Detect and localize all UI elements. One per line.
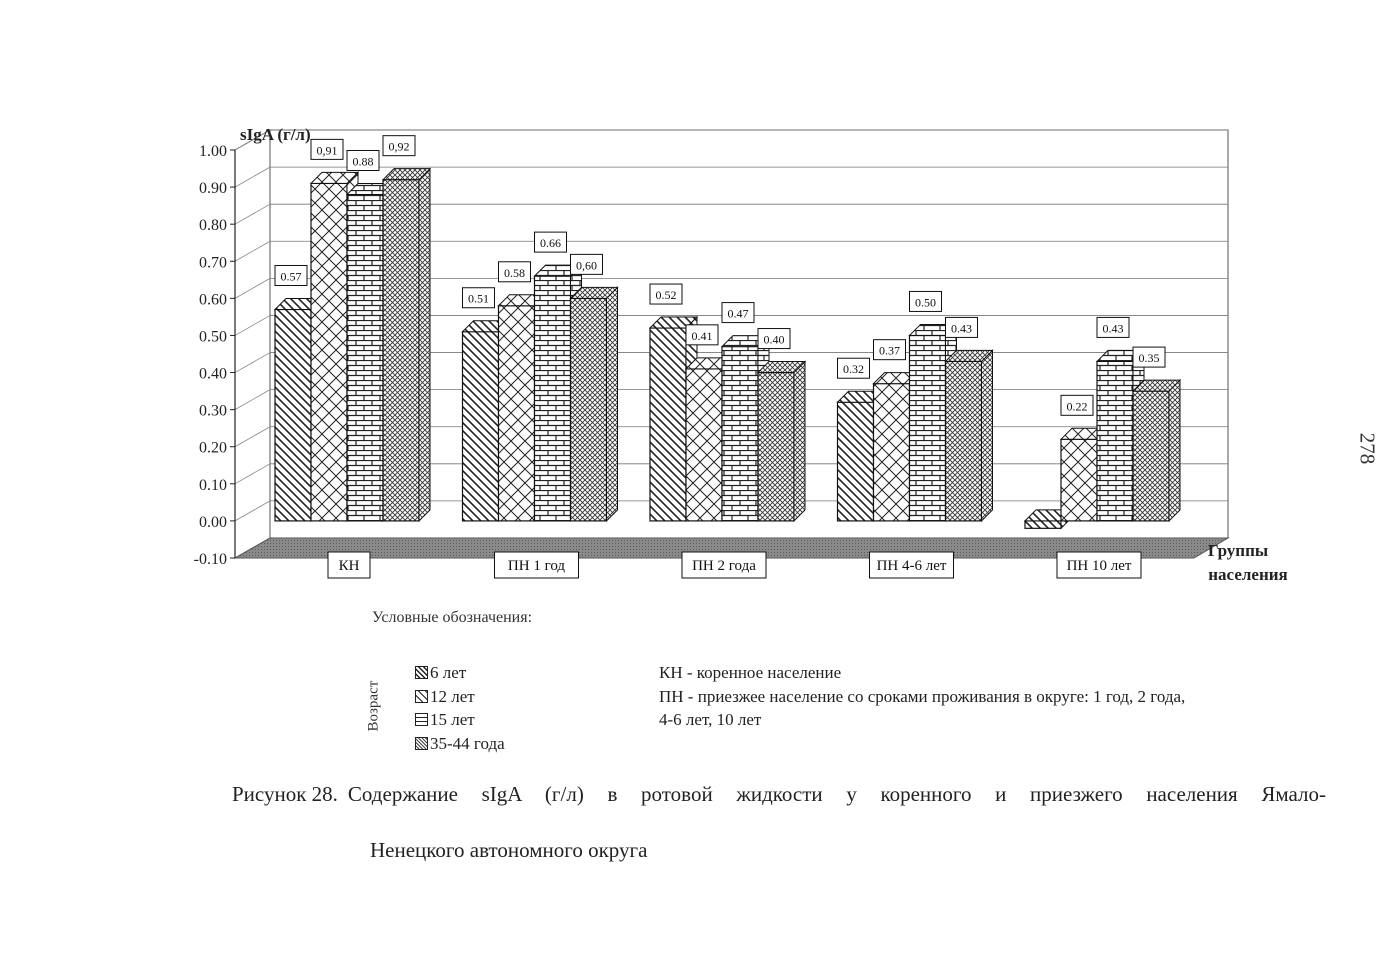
- y-tick-label: 0.70: [199, 254, 227, 272]
- data-label: [686, 325, 718, 345]
- data-label-text: 0.47: [727, 306, 749, 321]
- bar: [571, 287, 618, 521]
- bar: [383, 169, 430, 521]
- bar-front: [535, 276, 571, 521]
- data-label: [383, 136, 415, 156]
- legend-notes: [659, 661, 1339, 732]
- bar-front: [275, 309, 311, 520]
- bar-front: [1061, 439, 1097, 521]
- data-label-text: 0,92: [388, 139, 410, 154]
- legend-title: Условные обозначения:: [372, 609, 533, 626]
- y-tick-label: 0.30: [199, 402, 227, 420]
- legend-label: 12 лет: [430, 686, 475, 706]
- data-label-text: 0.66: [540, 236, 561, 251]
- data-label: [1061, 395, 1093, 415]
- x-category: [1057, 552, 1141, 578]
- bar-front: [722, 347, 758, 521]
- bar-side: [419, 169, 430, 521]
- data-label: [463, 288, 495, 308]
- data-label: [311, 139, 343, 159]
- bar-side: [982, 350, 993, 520]
- data-label-text: 0.50: [915, 295, 936, 310]
- data-label: [499, 262, 531, 282]
- y-axis-title: sIgA (г/л): [240, 125, 311, 144]
- data-label-text: 0.57: [280, 269, 302, 284]
- x-category: [328, 552, 370, 578]
- bar-front: [946, 361, 982, 520]
- x-category-label: КН: [338, 558, 360, 574]
- legend-label: 35-44 года: [430, 733, 505, 753]
- gridline-side: [235, 241, 270, 261]
- data-label: [535, 232, 567, 252]
- bar-front: [1133, 391, 1169, 521]
- legend-item: [415, 732, 505, 756]
- bar-front: [1097, 361, 1133, 520]
- bar: [1133, 380, 1180, 521]
- x-category: [870, 552, 954, 578]
- data-label-text: 0.32: [843, 362, 864, 377]
- gridline-side: [235, 390, 270, 410]
- data-label-text: 0.22: [1066, 399, 1088, 414]
- plot-side-wall: [235, 130, 270, 558]
- bar-side: [794, 362, 805, 521]
- y-tick-label: 0.40: [199, 365, 227, 383]
- data-label: [874, 340, 906, 360]
- x-category-label: ПН 10 лет: [1066, 558, 1132, 574]
- data-label-text: 0,60: [576, 258, 597, 273]
- y-tick-label: -0.10: [193, 551, 227, 568]
- y-tick-label: 0.10: [199, 476, 227, 494]
- y-tick-label: 0.90: [199, 180, 227, 198]
- bar-front: [650, 328, 686, 521]
- legend-item: [415, 708, 505, 732]
- y-tick-label: 0.50: [199, 328, 227, 346]
- legend-note: 4-6 лет, 10 лет: [659, 710, 762, 730]
- legend-note: КН - коренное население: [659, 663, 842, 682]
- data-label-text: 0.52: [655, 288, 677, 303]
- y-tick-label: 1.00: [199, 143, 227, 160]
- bar: [946, 350, 993, 520]
- legend-swatch: [415, 690, 428, 703]
- gridline-side: [235, 353, 270, 373]
- gridline-side: [235, 464, 270, 484]
- bar-side: [1169, 380, 1180, 521]
- data-label: [838, 358, 870, 378]
- bar-front: [686, 369, 722, 521]
- gridline-side: [235, 204, 270, 224]
- legend-swatch: [415, 713, 428, 726]
- legend-item: [415, 661, 505, 685]
- bar-front: [463, 332, 499, 521]
- bar-front: [838, 402, 874, 521]
- data-label: [1133, 347, 1165, 367]
- gridline-side: [235, 427, 270, 447]
- gridline-side: [235, 278, 270, 298]
- bar-front: [874, 384, 910, 521]
- data-label-text: 0.51: [468, 291, 489, 306]
- legend-label: 15 лет: [430, 710, 475, 730]
- data-label-text: 0.37: [879, 343, 900, 358]
- x-category-label: ПН 2 года: [692, 558, 756, 574]
- data-label-text: 0,91: [316, 143, 338, 158]
- gridline-side: [235, 501, 270, 521]
- legend-item: [415, 685, 505, 709]
- data-label: [347, 151, 379, 171]
- data-label-text: 0.43: [951, 321, 972, 336]
- legend-group-label: Возраст: [365, 680, 382, 732]
- bar-side: [607, 287, 618, 521]
- y-tick-label: 0.60: [199, 291, 227, 309]
- data-label-text: 0.35: [1138, 351, 1160, 366]
- data-label-text: 0.40: [763, 332, 785, 347]
- legend-note: ПН - приезжее население со сроками проживания в округе: 1 год, 2 года,: [659, 686, 1186, 706]
- data-label-text: 0.43: [1102, 321, 1124, 336]
- bar-front: [1025, 521, 1061, 528]
- data-label: [650, 284, 682, 304]
- gridline-side: [235, 167, 270, 187]
- bar-front: [311, 183, 347, 521]
- legend-swatch: [415, 737, 428, 750]
- caption-label: Рисунок 28.: [232, 782, 338, 806]
- figure-caption: [232, 780, 1326, 864]
- legend-swatch: [415, 666, 428, 679]
- bar-front: [347, 195, 383, 521]
- bar-front: [758, 373, 794, 521]
- bar: [758, 362, 805, 521]
- data-label: [1097, 317, 1129, 337]
- gridline-side: [235, 315, 270, 335]
- caption-line-1: Содержание sIgA (г/л) в ротовой жидкости у коренного и приезжего населения Ямало-: [347, 782, 1326, 806]
- data-label-text: 0.58: [504, 265, 525, 280]
- legend-series-list: [415, 661, 505, 755]
- x-category-label: ПН 4-6 лет: [876, 558, 947, 574]
- caption-line-2: Ненецкого автономного округа: [370, 838, 648, 862]
- legend-label: 6 лет: [430, 663, 467, 682]
- bar-front: [571, 298, 607, 521]
- data-label: [571, 254, 603, 274]
- data-label-text: 0.88: [352, 154, 374, 169]
- x-axis-title: Группы населения: [1207, 541, 1288, 584]
- data-label-text: 0.41: [691, 328, 713, 343]
- data-label: [910, 291, 942, 311]
- y-tick-label: 0.00: [199, 513, 227, 531]
- y-tick-label: 0.20: [199, 439, 227, 457]
- data-label: [946, 317, 978, 337]
- x-category-label: ПН 1 год: [507, 558, 566, 574]
- x-category: [495, 552, 579, 578]
- bar-front: [910, 335, 946, 520]
- bar-front: [499, 306, 535, 521]
- bar-front: [383, 180, 419, 521]
- data-label: [722, 303, 754, 323]
- y-tick-label: 0.80: [199, 217, 227, 235]
- x-category: [682, 552, 766, 578]
- data-label: [758, 329, 790, 349]
- data-label: [275, 265, 307, 285]
- page-number: 278: [1355, 432, 1380, 465]
